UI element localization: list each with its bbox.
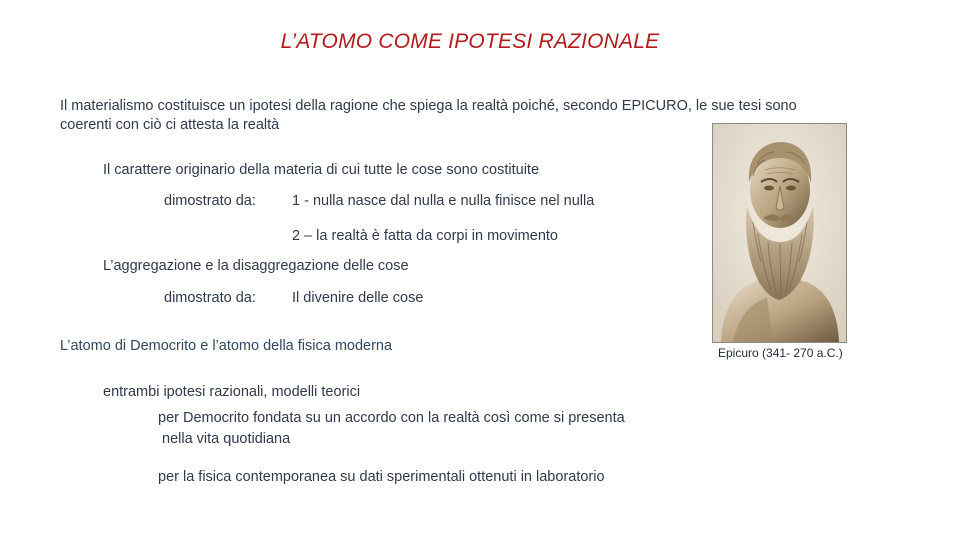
aggregazione-line: L’aggregazione e la disaggregazione delle cose xyxy=(103,258,409,274)
democrito-detail-line-2: nella vita quotidiana xyxy=(162,431,291,447)
portrait-caption: Epicuro (341- 270 a.C.) xyxy=(718,346,843,360)
bust-illustration xyxy=(713,124,846,342)
dimostrato-label-1: dimostrato da: xyxy=(164,193,256,209)
intro-paragraph: Il materialismo costituisce un ipotesi della ragione che spiega la realtà poiché, secondo EPICURO, le sue tesi sono coerenti con ciò ci attesta la realtà xyxy=(60,98,797,133)
fisica-line: per la fisica contemporanea su dati sperimentali ottenuti in laboratorio xyxy=(158,469,605,485)
epicurus-portrait xyxy=(712,123,847,343)
slide-title: L’ATOMO COME IPOTESI RAZIONALE xyxy=(280,30,660,53)
prova-2: 2 – la realtà è fatta da corpi in movimento xyxy=(292,228,558,244)
dimostrato-label-2: dimostrato da: xyxy=(164,290,256,306)
divenire-line: Il divenire delle cose xyxy=(292,290,424,306)
carattere-line: Il carattere originario della materia di cui tutte le cose sono costituite xyxy=(103,162,540,178)
democrito-detail-line-1: per Democrito fondata su un accordo con la realtà così come si presenta xyxy=(158,410,625,426)
entrambi-line: entrambi ipotesi razionali, modelli teorici xyxy=(103,384,361,400)
democrito-heading: L’atomo di Democrito e l’atomo della fisica moderna xyxy=(60,338,393,354)
prova-1: 1 - nulla nasce dal nulla e nulla finisce nel nulla xyxy=(292,193,595,209)
